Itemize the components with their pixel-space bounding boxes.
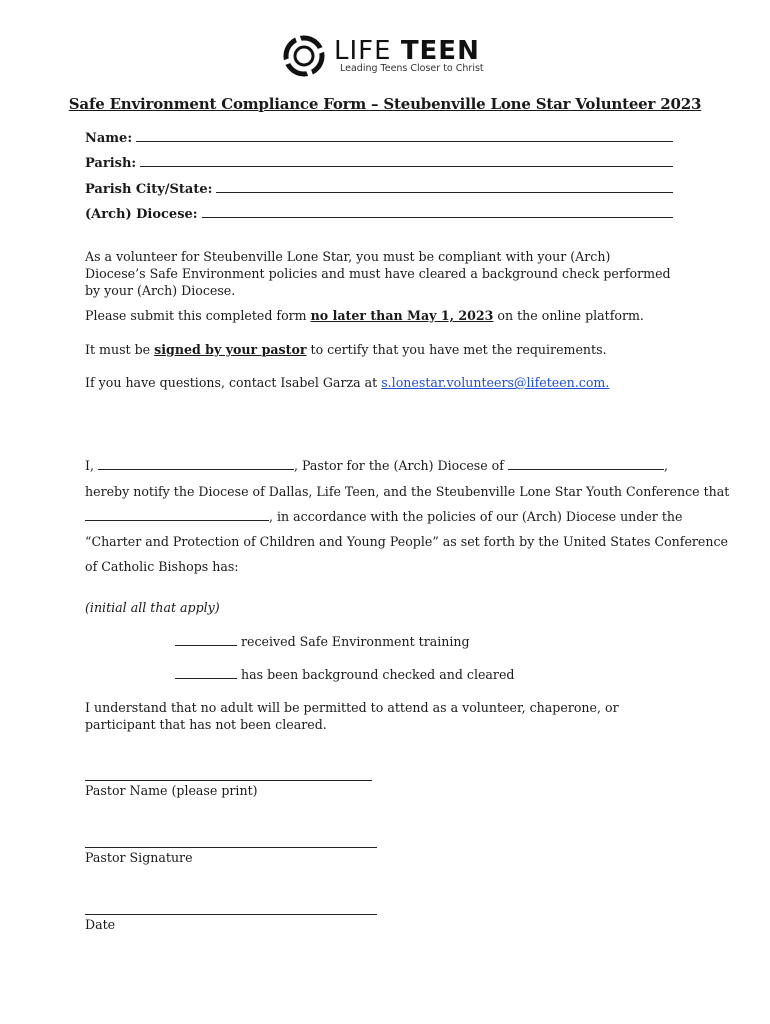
- date-line[interactable]: [85, 913, 377, 915]
- date-label: Date: [85, 917, 116, 932]
- logo-mark-icon: [282, 34, 326, 78]
- cert-line-1: I, , Pastor for the (Arch) Diocese of ,: [85, 458, 668, 473]
- city-state-input-line[interactable]: [216, 182, 673, 193]
- initial-instruction: (initial all that apply): [85, 600, 220, 615]
- diocese-input-line[interactable]: [202, 207, 673, 218]
- logo-tagline: Leading Teens Closer to Christ: [340, 63, 484, 74]
- cert-line-4: “Charter and Protection of Children and Young People” as set forth by the United States Conference: [85, 534, 728, 549]
- initial-training-blank[interactable]: [175, 633, 237, 646]
- pastor-name-line[interactable]: [85, 779, 372, 781]
- diocese-blank[interactable]: [508, 457, 664, 470]
- signed-by-pastor-text: signed by your pastor: [154, 342, 307, 357]
- cert-line-2: hereby notify the Diocese of Dallas, Life Teen, and the Steubenville Lone Star Youth Conference that: [85, 484, 730, 499]
- pastor-name-label: Pastor Name (please print): [85, 783, 258, 798]
- submit-instruction: Please submit this completed form no later than May 1, 2023 on the online platform.: [85, 308, 644, 323]
- volunteer-name-blank[interactable]: [85, 508, 269, 521]
- intro-paragraph: As a volunteer for Steubenville Lone Star, you must be compliant with your (Arch) Diocese’s Safe Environment policies and must have cleared a background check performed by your (Arch) Diocese.: [85, 249, 671, 298]
- understand-paragraph: I understand that no adult will be permitted to attend as a volunteer, chaperone, or participant that has not been cleared.: [85, 700, 619, 732]
- cert-line-5: of Catholic Bishops has:: [85, 559, 239, 574]
- initial-background-blank[interactable]: [175, 666, 237, 679]
- pastor-signature-label: Pastor Signature: [85, 850, 193, 865]
- contact-email-link[interactable]: s.lonestar.volunteers@lifeteen.com.: [381, 375, 610, 390]
- parish-input-line[interactable]: [140, 156, 673, 167]
- life-teen-logo: [282, 32, 492, 80]
- parish-field[interactable]: Parish:: [85, 156, 673, 171]
- name-field[interactable]: Name:: [85, 131, 673, 146]
- page-title: Safe Environment Compliance Form – Steubenville Lone Star Volunteer 2023: [68, 95, 702, 113]
- check-training: received Safe Environment training: [175, 633, 470, 650]
- diocese-field[interactable]: (Arch) Diocese:: [85, 207, 673, 222]
- city-state-field[interactable]: Parish City/State:: [85, 182, 673, 197]
- contact-line: If you have questions, contact Isabel Garza at s.lonestar.volunteers@lifeteen.com.: [85, 375, 610, 390]
- pastor-name-blank[interactable]: [98, 457, 294, 470]
- name-input-line[interactable]: [136, 131, 673, 142]
- logo-wordmark: LIFE TEEN: [334, 36, 480, 66]
- deadline-text: no later than May 1, 2023: [310, 308, 494, 323]
- check-background: has been background checked and cleared: [175, 666, 514, 683]
- pastor-signature-line[interactable]: [85, 846, 377, 848]
- cert-line-3: , in accordance with the policies of our (Arch) Diocese under the: [85, 508, 682, 525]
- signature-requirement: It must be signed by your pastor to certify that you have met the requirements.: [85, 342, 607, 357]
